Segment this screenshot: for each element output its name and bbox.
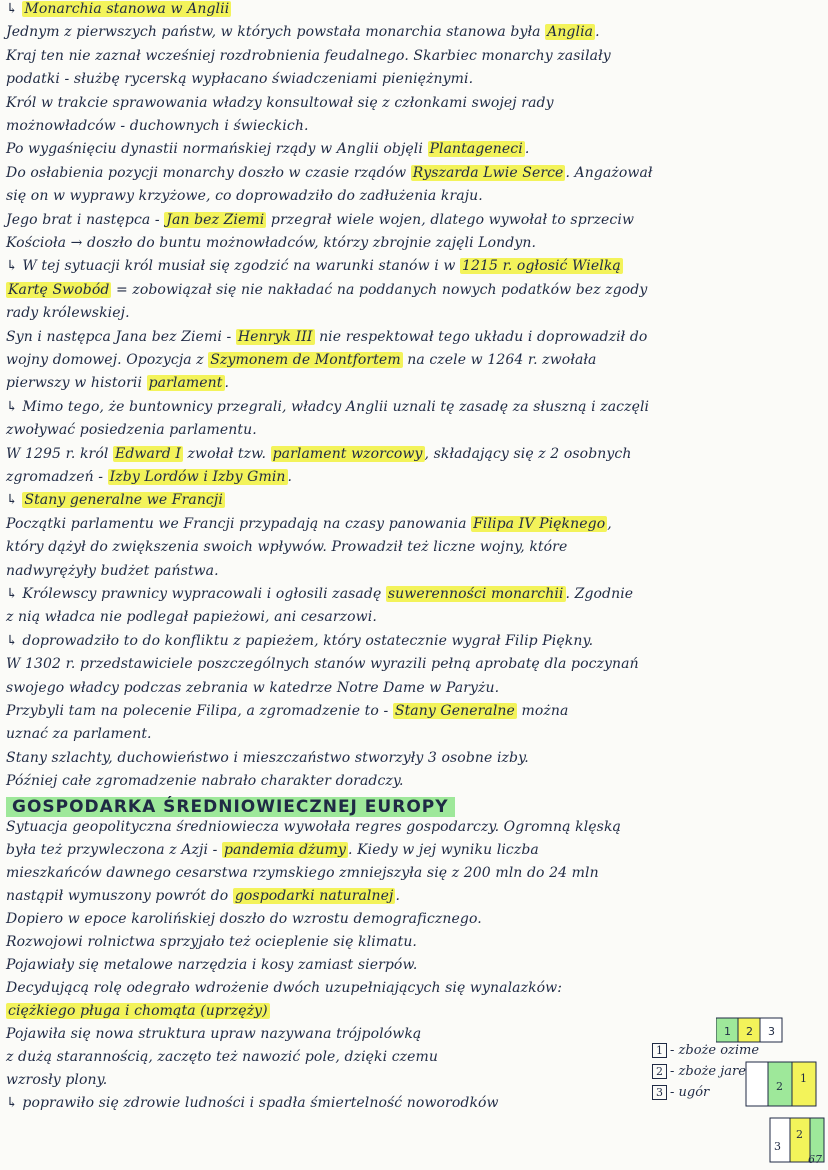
note-text: Król w trakcie sprawowania władzy konsultował się z członkami swojej rady xyxy=(6,94,554,111)
note-line xyxy=(6,1025,646,1043)
highlighted-text: Izby Lordów i Izby Gmin xyxy=(109,469,286,485)
legend-label: - ugór xyxy=(670,1085,710,1100)
note-text: W 1302 r. przedstawiciele poszczególnych stanów wyrazili pełną aprobatę dla poczynań xyxy=(6,656,639,673)
note-text: Decydującą rolę odegrało wdrożenie dwóch uzupełniających się wynalazków: xyxy=(6,980,563,996)
note-line xyxy=(6,538,824,556)
highlighted-text: Filipa IV Pięknego xyxy=(473,515,606,532)
note-text: z nią władca nie podlegał papieżowi, ani cesarzowi. xyxy=(6,609,377,626)
note-line xyxy=(6,887,716,905)
highlighted-text: Edward I xyxy=(115,445,181,462)
note-text: można xyxy=(516,703,569,719)
legend-number-box: 3 xyxy=(652,1085,667,1100)
note-text: z dużą starannością, zaczęto też nawozić pole, dzięki czemu xyxy=(6,1049,439,1065)
note-line xyxy=(6,515,824,533)
note-text: ↳ Mimo tego, że buntownicy przegrali, władcy Anglii uznali tę zasadę za słuszną i zaczęli xyxy=(6,398,650,415)
note-text: , składający się z 2 osobnych xyxy=(424,445,632,462)
note-line xyxy=(6,749,824,767)
highlighted-text: Anglia xyxy=(547,24,594,41)
note-line xyxy=(6,0,824,18)
note-text: , xyxy=(607,515,612,532)
highlighted-text: suwerenności monarchii xyxy=(387,586,564,602)
note-text: ↳ xyxy=(6,492,23,509)
highlighted-text: Ryszarda Lwie Serce xyxy=(412,164,564,181)
highlighted-text: Szymonem de Montfortem xyxy=(210,352,401,368)
note-text: zgromadzeń - xyxy=(6,469,108,485)
svg-text:2: 2 xyxy=(796,1128,803,1141)
note-line xyxy=(6,818,716,836)
note-text: ↳ poprawiło się zdrowie ludności i spadła śmiertelność noworodków xyxy=(6,1095,499,1111)
note-text: który dążył do zwiększenia swoich wpływów. Prowadził też liczne wojny, które xyxy=(6,539,568,556)
note-line xyxy=(6,608,824,626)
note-line xyxy=(6,910,716,928)
highlighted-text: Kartę Swobód xyxy=(8,281,110,298)
note-text: mieszkańców dawnego cesarstwa rzymskiego zmniejszyła się z 200 mln do 24 mln xyxy=(6,865,599,881)
note-line xyxy=(6,398,824,416)
note-text: . xyxy=(524,141,530,158)
note-line xyxy=(6,679,824,697)
note-text: Rozwojowi rolnictwa sprzyjało też ocieplenie się klimatu. xyxy=(6,934,417,950)
note-line xyxy=(6,933,716,951)
note-text: Jego brat i następca - xyxy=(6,211,165,228)
note-text: . xyxy=(287,469,293,485)
note-text: . xyxy=(224,375,230,392)
note-text: zwoływać posiedzenia parlamentu. xyxy=(6,422,257,439)
legend-label: - zboże jare xyxy=(670,1064,746,1079)
note-line xyxy=(6,632,824,650)
note-text: Kraj ten nie zaznał wcześniej rozdrobnienia feudalnego. Skarbiec monarchy zasilały xyxy=(6,47,611,64)
note-line xyxy=(6,281,824,299)
highlighted-text: gospodarki naturalnej xyxy=(234,888,394,904)
highlighted-text: Monarchia stanowa w Anglii xyxy=(24,1,230,17)
note-text: . Angażował xyxy=(565,164,653,181)
note-line xyxy=(6,140,824,158)
note-line xyxy=(6,979,716,997)
note-line xyxy=(6,94,824,112)
note-text: Syn i następca Jana bez Ziemi - xyxy=(6,328,236,345)
note-line xyxy=(6,841,716,859)
highlighted-text: Stany Generalne xyxy=(394,703,515,719)
note-text: się on w wyprawy krzyżowe, co doprowadziło do zadłużenia kraju. xyxy=(6,188,483,205)
note-line xyxy=(6,211,824,229)
note-text: możnowładców - duchownych i świeckich. xyxy=(6,118,309,134)
note-line xyxy=(6,47,824,65)
note-line xyxy=(6,1002,716,1020)
highlighted-text: parlament xyxy=(148,375,223,392)
svg-text:1: 1 xyxy=(800,1072,807,1085)
legend-label: - zboże ozime xyxy=(670,1043,760,1058)
note-line xyxy=(6,956,716,974)
highlighted-text: ciężkiego pługa i chomąta (uprzęży) xyxy=(8,1003,268,1019)
note-text: = zobowiązał się nie nakładać na poddanych nowych podatków bez zgody xyxy=(111,281,648,298)
note-line xyxy=(6,585,824,603)
svg-text:2: 2 xyxy=(776,1080,783,1093)
note-line xyxy=(6,164,824,182)
section-heading: GOSPODARKA ŚREDNIOWIECZNEJ EUROPY xyxy=(6,797,455,817)
note-text: ↳ W tej sytuacji król musiał się zgodzić na warunki stanów i w xyxy=(6,258,460,275)
note-line xyxy=(6,351,824,369)
note-line xyxy=(6,187,824,205)
note-line xyxy=(6,702,824,720)
note-line xyxy=(6,1094,646,1112)
note-text: ↳ xyxy=(6,1,23,17)
note-text: Pojawiła się nowa struktura upraw nazywana trójpolówką xyxy=(6,1026,422,1042)
legend-item xyxy=(652,1085,709,1100)
note-text: Jednym z pierwszych państw, w których powstała monarchia stanowa była xyxy=(6,24,546,41)
field-diagram-2 xyxy=(746,1062,816,1106)
note-line xyxy=(6,864,716,882)
legend-number-box: 2 xyxy=(652,1064,667,1079)
note-text: nastąpił wymuszony powrót do xyxy=(6,888,233,904)
note-text: . xyxy=(395,888,401,904)
field-number: 1 xyxy=(724,1025,731,1038)
note-text: W 1295 r. król xyxy=(6,445,114,462)
note-line xyxy=(6,257,824,275)
highlighted-text: parlament wzorcowy xyxy=(272,445,423,462)
note-text: Dopiero w epoce karolińskiej doszło do wzrostu demograficznego. xyxy=(6,911,482,927)
highlighted-text: Plantageneci xyxy=(429,141,523,158)
note-line xyxy=(6,725,824,743)
note-line xyxy=(6,70,824,88)
note-line xyxy=(6,655,824,673)
note-line xyxy=(6,234,824,252)
note-line xyxy=(6,374,824,392)
note-text: Później całe zgromadzenie nabrało charakter doradczy. xyxy=(6,773,404,790)
note-text: przegrał wiele wojen, dlatego wywołał to sprzeciw xyxy=(266,211,635,228)
note-line xyxy=(6,772,824,790)
note-text: Kościoła → doszło do buntu możnowładców, którzy zbrojnie zajęli Londyn. xyxy=(6,235,537,251)
note-line xyxy=(6,421,824,439)
note-text: podatki - służbę rycerską wypłacano świadczeniami pieniężnymi. xyxy=(6,71,474,88)
page-number: 67 xyxy=(808,1153,822,1166)
note-text: Sytuacja geopolityczna średniowiecza wywołała regres gospodarczy. Ogromną klęską xyxy=(6,819,621,835)
note-line xyxy=(6,562,824,580)
legend-number-box: 1 xyxy=(652,1043,667,1058)
note-line xyxy=(6,117,824,135)
highlighted-text: 1215 r. ogłosić Wielką xyxy=(462,258,621,275)
note-text: Stany szlachty, duchowieństwo i mieszczaństwo stworzyły 3 osobne izby. xyxy=(6,749,529,766)
note-text: wzrosły plony. xyxy=(6,1072,108,1088)
highlighted-text: pandemia dżumy xyxy=(223,842,347,858)
note-text: uznać za parlament. xyxy=(6,726,152,743)
note-line xyxy=(6,23,824,41)
field-diagram-1 xyxy=(716,1018,782,1042)
note-line xyxy=(6,304,824,322)
note-text: Do osłabienia pozycji monarchy doszło w czasie rządów xyxy=(6,164,411,181)
note-text: wojny domowej. Opozycja z xyxy=(6,352,209,368)
note-text: pierwszy w historii xyxy=(6,375,147,392)
note-text: na czele w 1264 r. zwołała xyxy=(402,352,597,368)
note-line xyxy=(6,1048,646,1066)
note-text: była też przywleczona z Azji - xyxy=(6,842,222,858)
note-text: ↳ doprowadziło to do konfliktu z papieżem, który ostatecznie wygrał Filip Piękny. xyxy=(6,632,594,649)
note-text: rady królewskiej. xyxy=(6,305,130,322)
highlighted-text: Stany generalne we Francji xyxy=(24,492,223,509)
note-line xyxy=(6,468,824,486)
note-text: nie respektował tego układu i doprowadził do xyxy=(314,328,648,345)
note-text: zwołał tzw. xyxy=(182,445,271,462)
note-text: nadwyrężyły budżet państwa. xyxy=(6,562,219,579)
note-text: Pojawiały się metalowe narzędzia i kosy zamiast sierpów. xyxy=(6,957,418,973)
note-line xyxy=(6,1071,646,1089)
note-text: . Kiedy w jej wyniku liczba xyxy=(348,842,539,858)
field-number: 2 xyxy=(746,1025,753,1038)
svg-text:3: 3 xyxy=(774,1140,781,1153)
note-text: Po wygaśnięciu dynastii normańskiej rządy w Anglii objęli xyxy=(6,141,428,158)
crop-rotation-diagram xyxy=(716,1010,826,1165)
note-line xyxy=(6,328,824,346)
note-line xyxy=(6,491,824,509)
highlighted-text: Henryk III xyxy=(237,328,313,345)
note-line xyxy=(6,445,824,463)
note-text: ↳ Królewscy prawnicy wypracowali i ogłosili zasadę xyxy=(6,586,386,602)
note-text: . Zgodnie xyxy=(565,586,634,602)
field-number: 3 xyxy=(768,1025,775,1038)
note-text: swojego władcy podczas zebrania w katedrze Notre Dame w Paryżu. xyxy=(6,679,500,696)
note-text: . xyxy=(595,24,600,41)
highlighted-text: Jan bez Ziemi xyxy=(166,211,265,228)
note-text: Początki parlamentu we Francji przypadają na czasy panowania xyxy=(6,515,472,532)
note-text: Przybyli tam na polecenie Filipa, a zgromadzenie to - xyxy=(6,703,393,719)
